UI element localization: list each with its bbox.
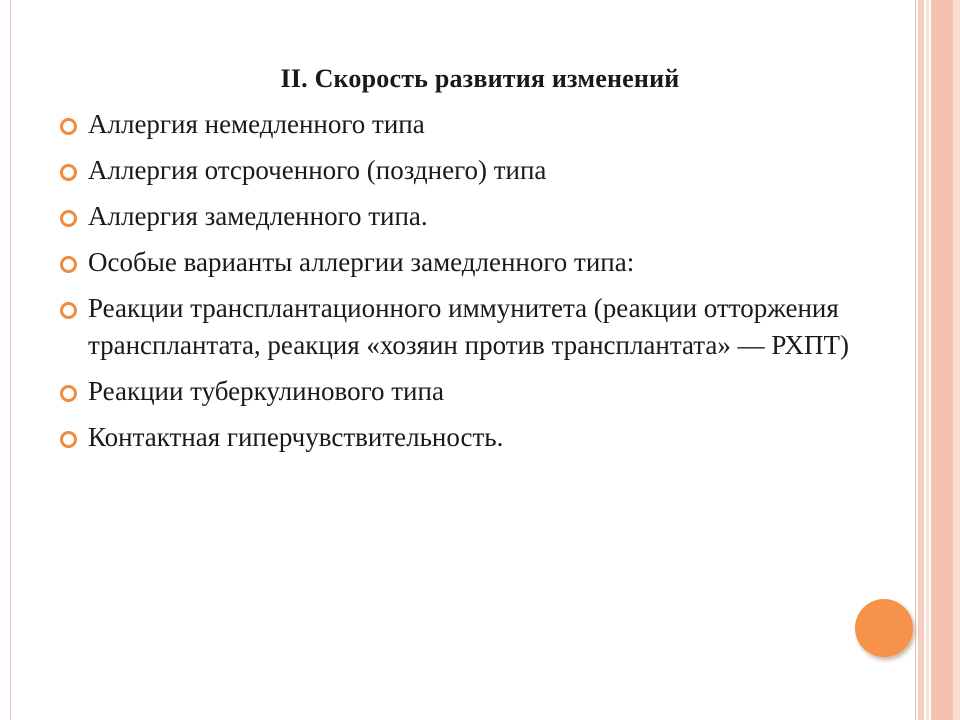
circle-bullet-icon (60, 385, 77, 402)
circle-bullet-icon (60, 302, 77, 319)
list-item-text: Особые варианты аллергии замедленного типа: (88, 247, 635, 277)
list-item-text: Аллергия замедленного типа. (88, 201, 428, 231)
list-item-text: Реакции туберкулинового типа (88, 376, 444, 406)
list-item-text: Контактная гиперчувствительность. (88, 422, 504, 452)
list-item (60, 106, 860, 143)
circle-bullet-icon (60, 431, 77, 448)
circle-bullet-icon (60, 118, 77, 135)
list-item (60, 290, 860, 364)
circle-bullet-icon (60, 256, 77, 273)
list-item-text: Реакции трансплантационного иммунитета (реакции отторжения трансплантата, реакция «хозяин против трансплантата» — РХПТ) (88, 293, 849, 360)
slide-title-text: II. Скорость развития изменений (280, 64, 680, 93)
circle-bullet-icon (60, 210, 77, 227)
orange-circle-icon (855, 599, 913, 657)
list-item (60, 244, 860, 281)
circle-bullet-icon (60, 164, 77, 181)
list-item (60, 373, 860, 410)
slide-title (0, 64, 960, 94)
list-item-text: Аллергия немедленного типа (88, 109, 425, 139)
list-item-text: Аллергия отсроченного (позднего) типа (88, 155, 547, 185)
decor-stripe (953, 0, 960, 720)
decor-stripe (931, 0, 953, 720)
decor-stripe (926, 0, 929, 720)
decor-stripe (918, 0, 924, 720)
bullet-list (60, 106, 860, 465)
list-item (60, 198, 860, 235)
list-item (60, 419, 860, 456)
list-item (60, 152, 860, 189)
